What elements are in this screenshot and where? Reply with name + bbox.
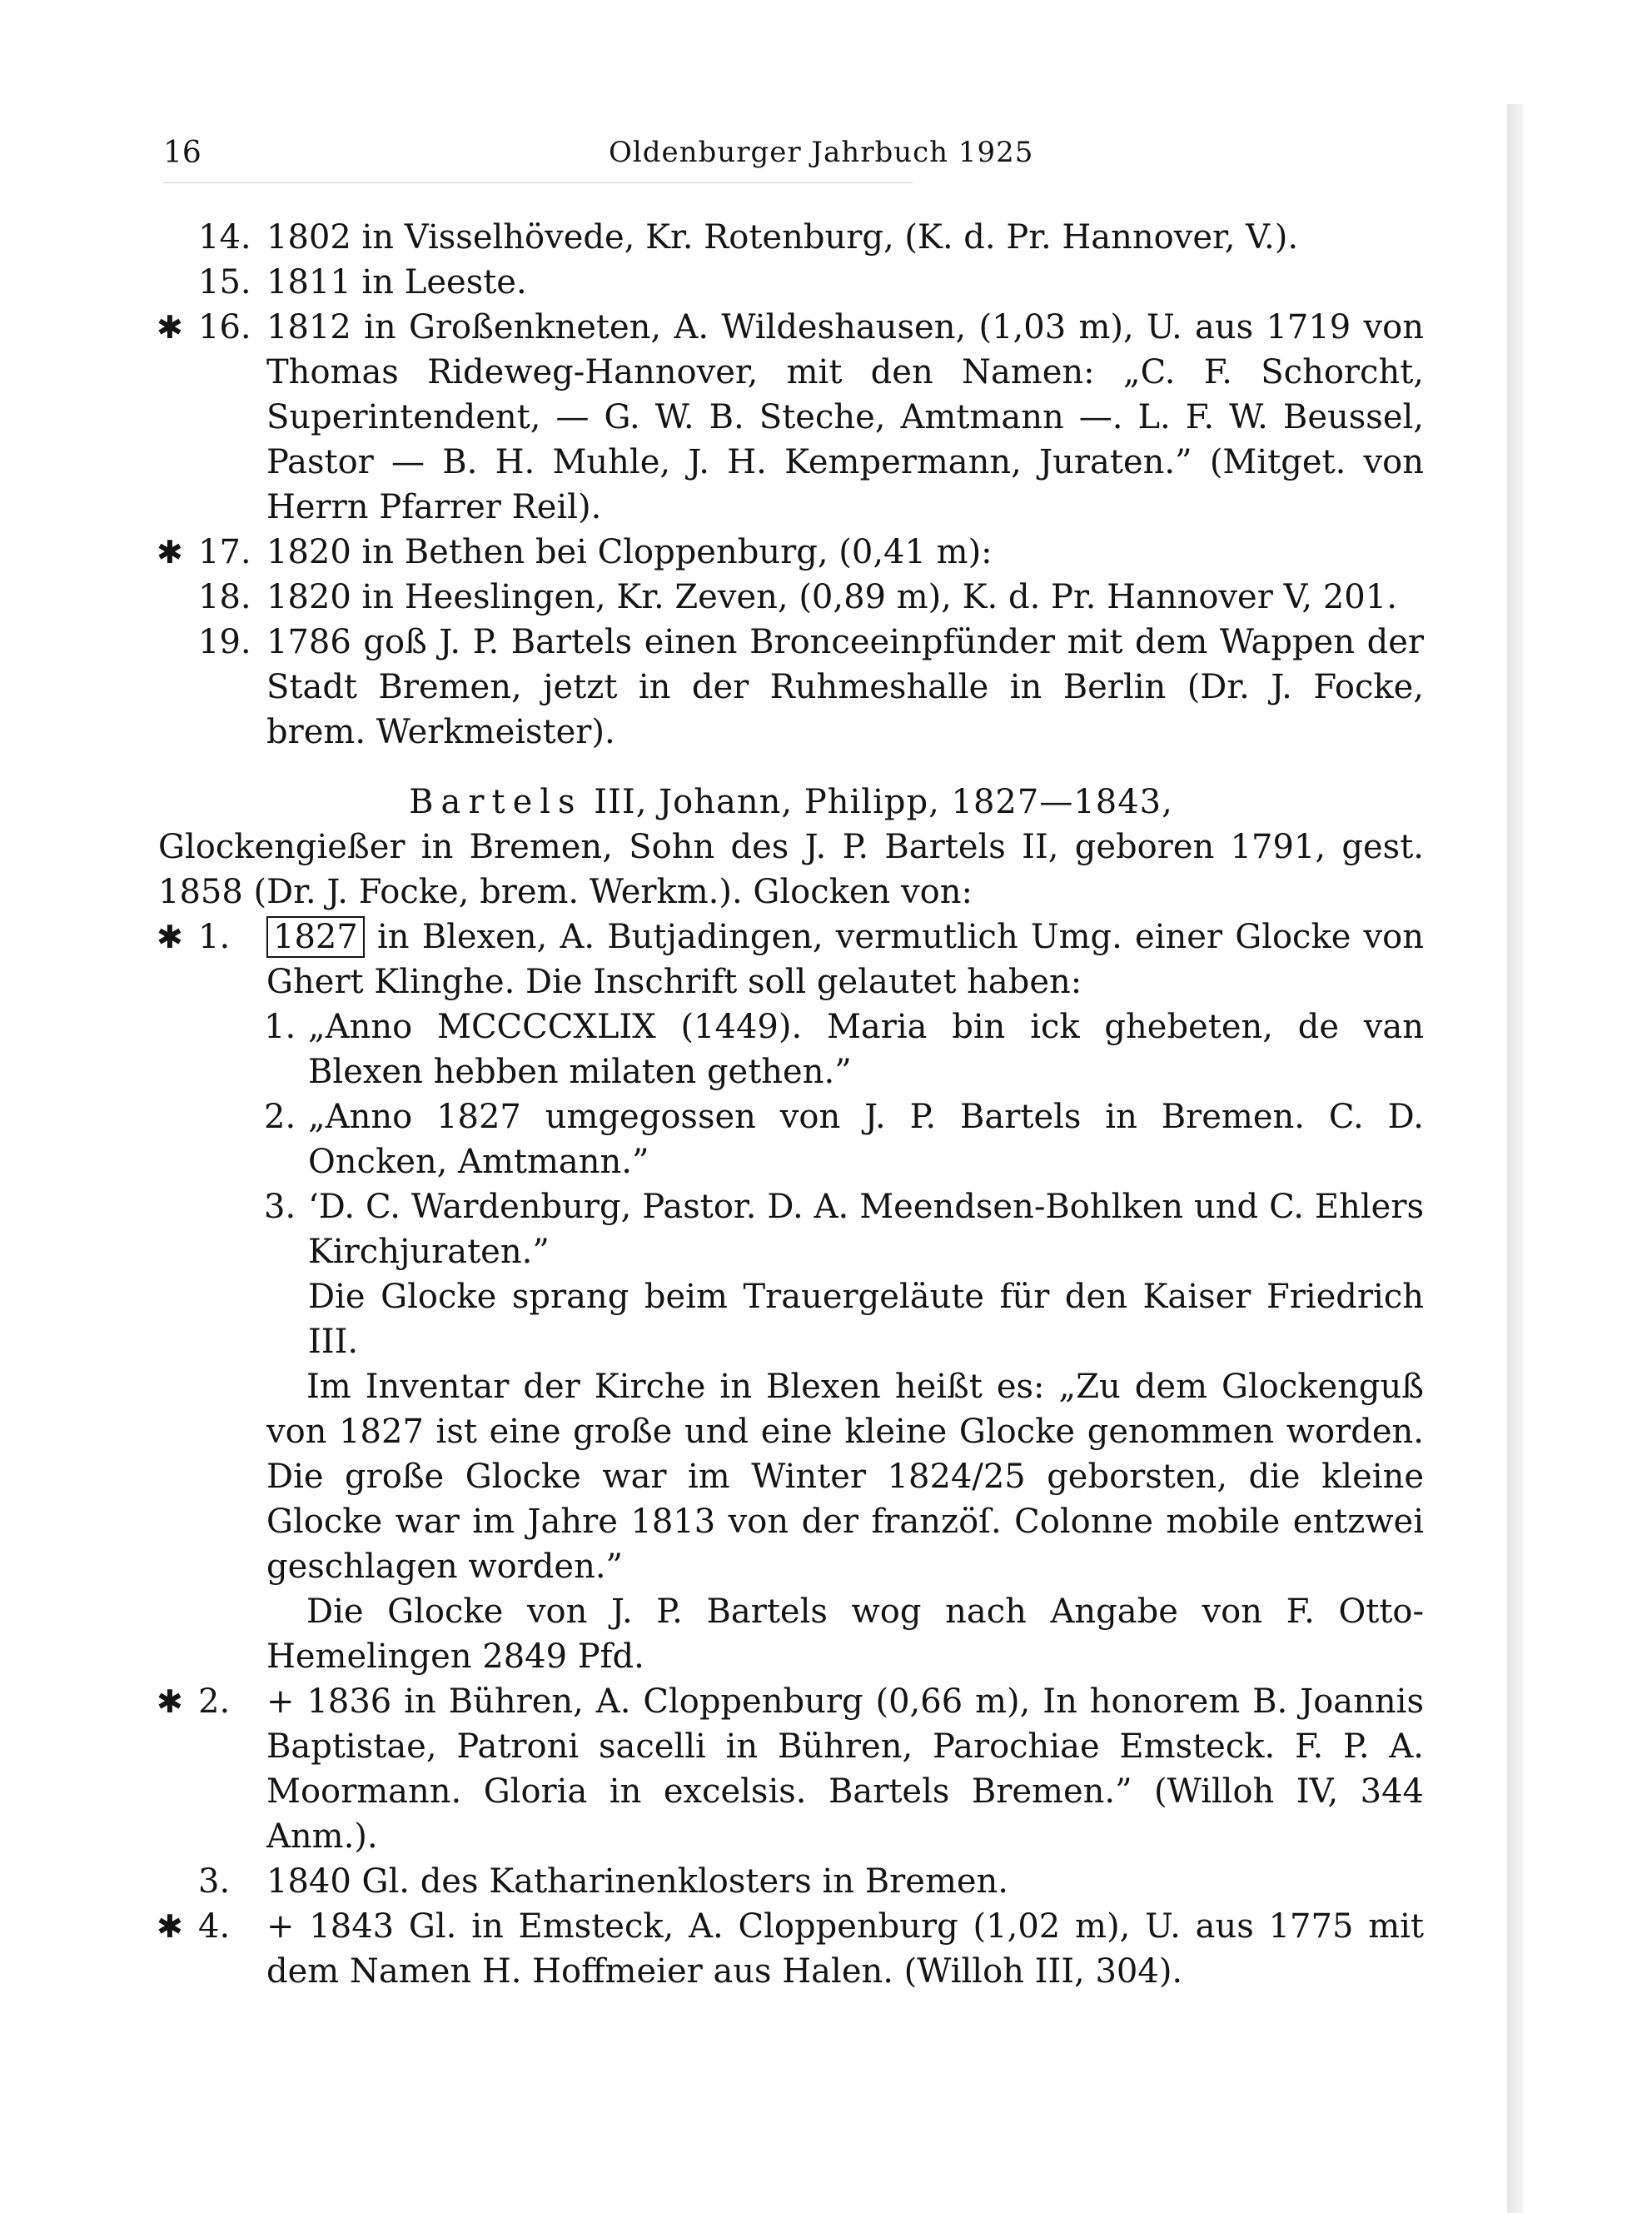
section-heading bbox=[158, 780, 1424, 825]
list-item bbox=[158, 1679, 1424, 1859]
list-item bbox=[158, 1904, 1424, 1994]
item-text: 1786 goß J. P. Bartels einen Bronceeinpfünder mit dem Wappen der Stadt Bremen, jetzt in der Ruhmeshalle in Berlin (Dr. J. Focke, brem. Werkmeister). bbox=[266, 623, 1424, 751]
item-text: 1802 in Visselhövede, Kr. Rotenburg, (K. d. Pr. Hannover, V.). bbox=[266, 218, 1299, 257]
star-marker: ✱ bbox=[157, 1908, 183, 1945]
page-body bbox=[158, 215, 1424, 1994]
founder-name: Bartels bbox=[409, 783, 583, 821]
item-text: 1820 in Heeslingen, Kr. Zeven, (0,89 m), K. d. Pr. Hannover V, 201. bbox=[266, 578, 1397, 616]
list-item bbox=[158, 530, 1424, 575]
item-number: 17. bbox=[198, 533, 251, 571]
item-number: 14. bbox=[198, 218, 251, 257]
founder-details: III, Johann, Philipp, 1827—1843, bbox=[582, 783, 1173, 821]
item-text: 1820 in Bethen bei Cloppenburg, (0,41 m): bbox=[266, 533, 993, 571]
inscription-number: 1. bbox=[264, 1008, 296, 1046]
item-text: + 1836 in Bühren, A. Cloppenburg (0,66 m), In honorem B. Joannis Baptistae, Patroni sacelli in Bühren, Parochiae Emsteck. F. P. A. Moormann. Gloria in excelsis. Bartels Bremen.” (Willoh IV, 344 Anm.). bbox=[266, 1682, 1424, 1856]
page-edge-shadow bbox=[1507, 104, 1524, 2213]
list-item bbox=[158, 305, 1424, 530]
list-item bbox=[158, 620, 1424, 755]
item-number: 18. bbox=[198, 578, 251, 616]
item-text: 1812 in Großenkneten, A. Wildeshausen, (1,03 m), U. aus 1719 von Thomas Rideweg-Hannover, mit den Namen: „C. F. Schorcht, Superintendent, — G. W. B. Steche, Amtmann —. L. F. W. Beussel, Pastor — B. H. Muhle, J. H. Kempermann, Juraten.” (Mitget. von Herrn Pfarrer Reil). bbox=[266, 308, 1424, 526]
note-paragraph: Im Inventar der Kirche in Blexen heißt es: „Zu dem Glockenguß von 1827 ist eine große und eine kleine Glocke genommen worden. Die große Glocke war im Winter 1824/25 geborsten, die kleine Glocke war im Jahre 1813 von der franzöſ. Colonne mobile entzwei geschlagen worden.” bbox=[266, 1368, 1424, 1586]
star-marker: ✱ bbox=[157, 1683, 183, 1720]
list-item bbox=[158, 1859, 1424, 1904]
item-number: 2. bbox=[198, 1682, 231, 1721]
item-number: 15. bbox=[198, 263, 251, 302]
inscription-number: 3. bbox=[264, 1188, 296, 1226]
inscription-text: „Anno MCCCCXLIX (1449). Maria bin ick ghebeten, de van Blexen hebben milaten gethen.” bbox=[308, 1008, 1424, 1091]
year-box: 1827 bbox=[266, 916, 365, 958]
inscription-text: ‘D. C. Wardenburg, Pastor. D. A. Meendsen-Bohlken und C. Ehlers Kirchjuraten.” bbox=[308, 1188, 1424, 1271]
item-number: 1. bbox=[198, 918, 231, 956]
page-header bbox=[163, 136, 1479, 186]
item-number: 19. bbox=[198, 623, 251, 661]
inscription-line bbox=[158, 1094, 1424, 1184]
note-paragraph: Die Glocke von J. P. Bartels wog nach Angabe von F. Otto-Hemelingen 2849 Pfd. bbox=[266, 1592, 1424, 1676]
list-item bbox=[158, 260, 1424, 305]
inscription-number: 2. bbox=[264, 1098, 296, 1136]
list-item bbox=[158, 915, 1424, 1004]
item-number: 4. bbox=[198, 1907, 231, 1946]
running-title: Oldenburger Jahrbuch 1925 bbox=[609, 136, 1034, 169]
note-paragraph: Die Glocke sprang beim Trauergeläute für den Kaiser Friedrich III. bbox=[308, 1278, 1424, 1361]
item-number: 3. bbox=[198, 1862, 231, 1901]
header-rule bbox=[163, 182, 913, 183]
inscription-line bbox=[158, 1184, 1424, 1274]
list-item bbox=[158, 575, 1424, 620]
item-number: 16. bbox=[198, 308, 251, 346]
inscription-line bbox=[158, 1004, 1424, 1094]
star-marker: ✱ bbox=[157, 534, 183, 571]
star-marker: ✱ bbox=[157, 309, 183, 346]
section-intro: Glockengießer in Bremen, Sohn des J. P. Bartels II, geboren 1791, gest. 1858 (Dr. J. Focke, brem. Werkm.). Glocken von: bbox=[158, 828, 1424, 911]
item-text: + 1843 Gl. in Emsteck, A. Cloppenburg (1,02 m), U. aus 1775 mit dem Namen H. Hoffmeier aus Halen. (Willoh III, 304). bbox=[266, 1907, 1424, 1991]
item-text: 1840 Gl. des Katharinenklosters in Bremen. bbox=[266, 1862, 1009, 1901]
item-text: 1811 in Leeste. bbox=[266, 263, 527, 302]
inscription-text: „Anno 1827 umgegossen von J. P. Bartels in Bremen. C. D. Oncken, Amtmann.” bbox=[308, 1098, 1424, 1181]
star-marker: ✱ bbox=[157, 919, 183, 955]
page-number: 16 bbox=[163, 136, 202, 170]
item-text: in Blexen, A. Butjadingen, vermutlich Umg. einer Glocke von Ghert Klinghe. Die Inschrift soll gelautet haben: bbox=[266, 918, 1424, 1001]
list-item bbox=[158, 215, 1424, 260]
